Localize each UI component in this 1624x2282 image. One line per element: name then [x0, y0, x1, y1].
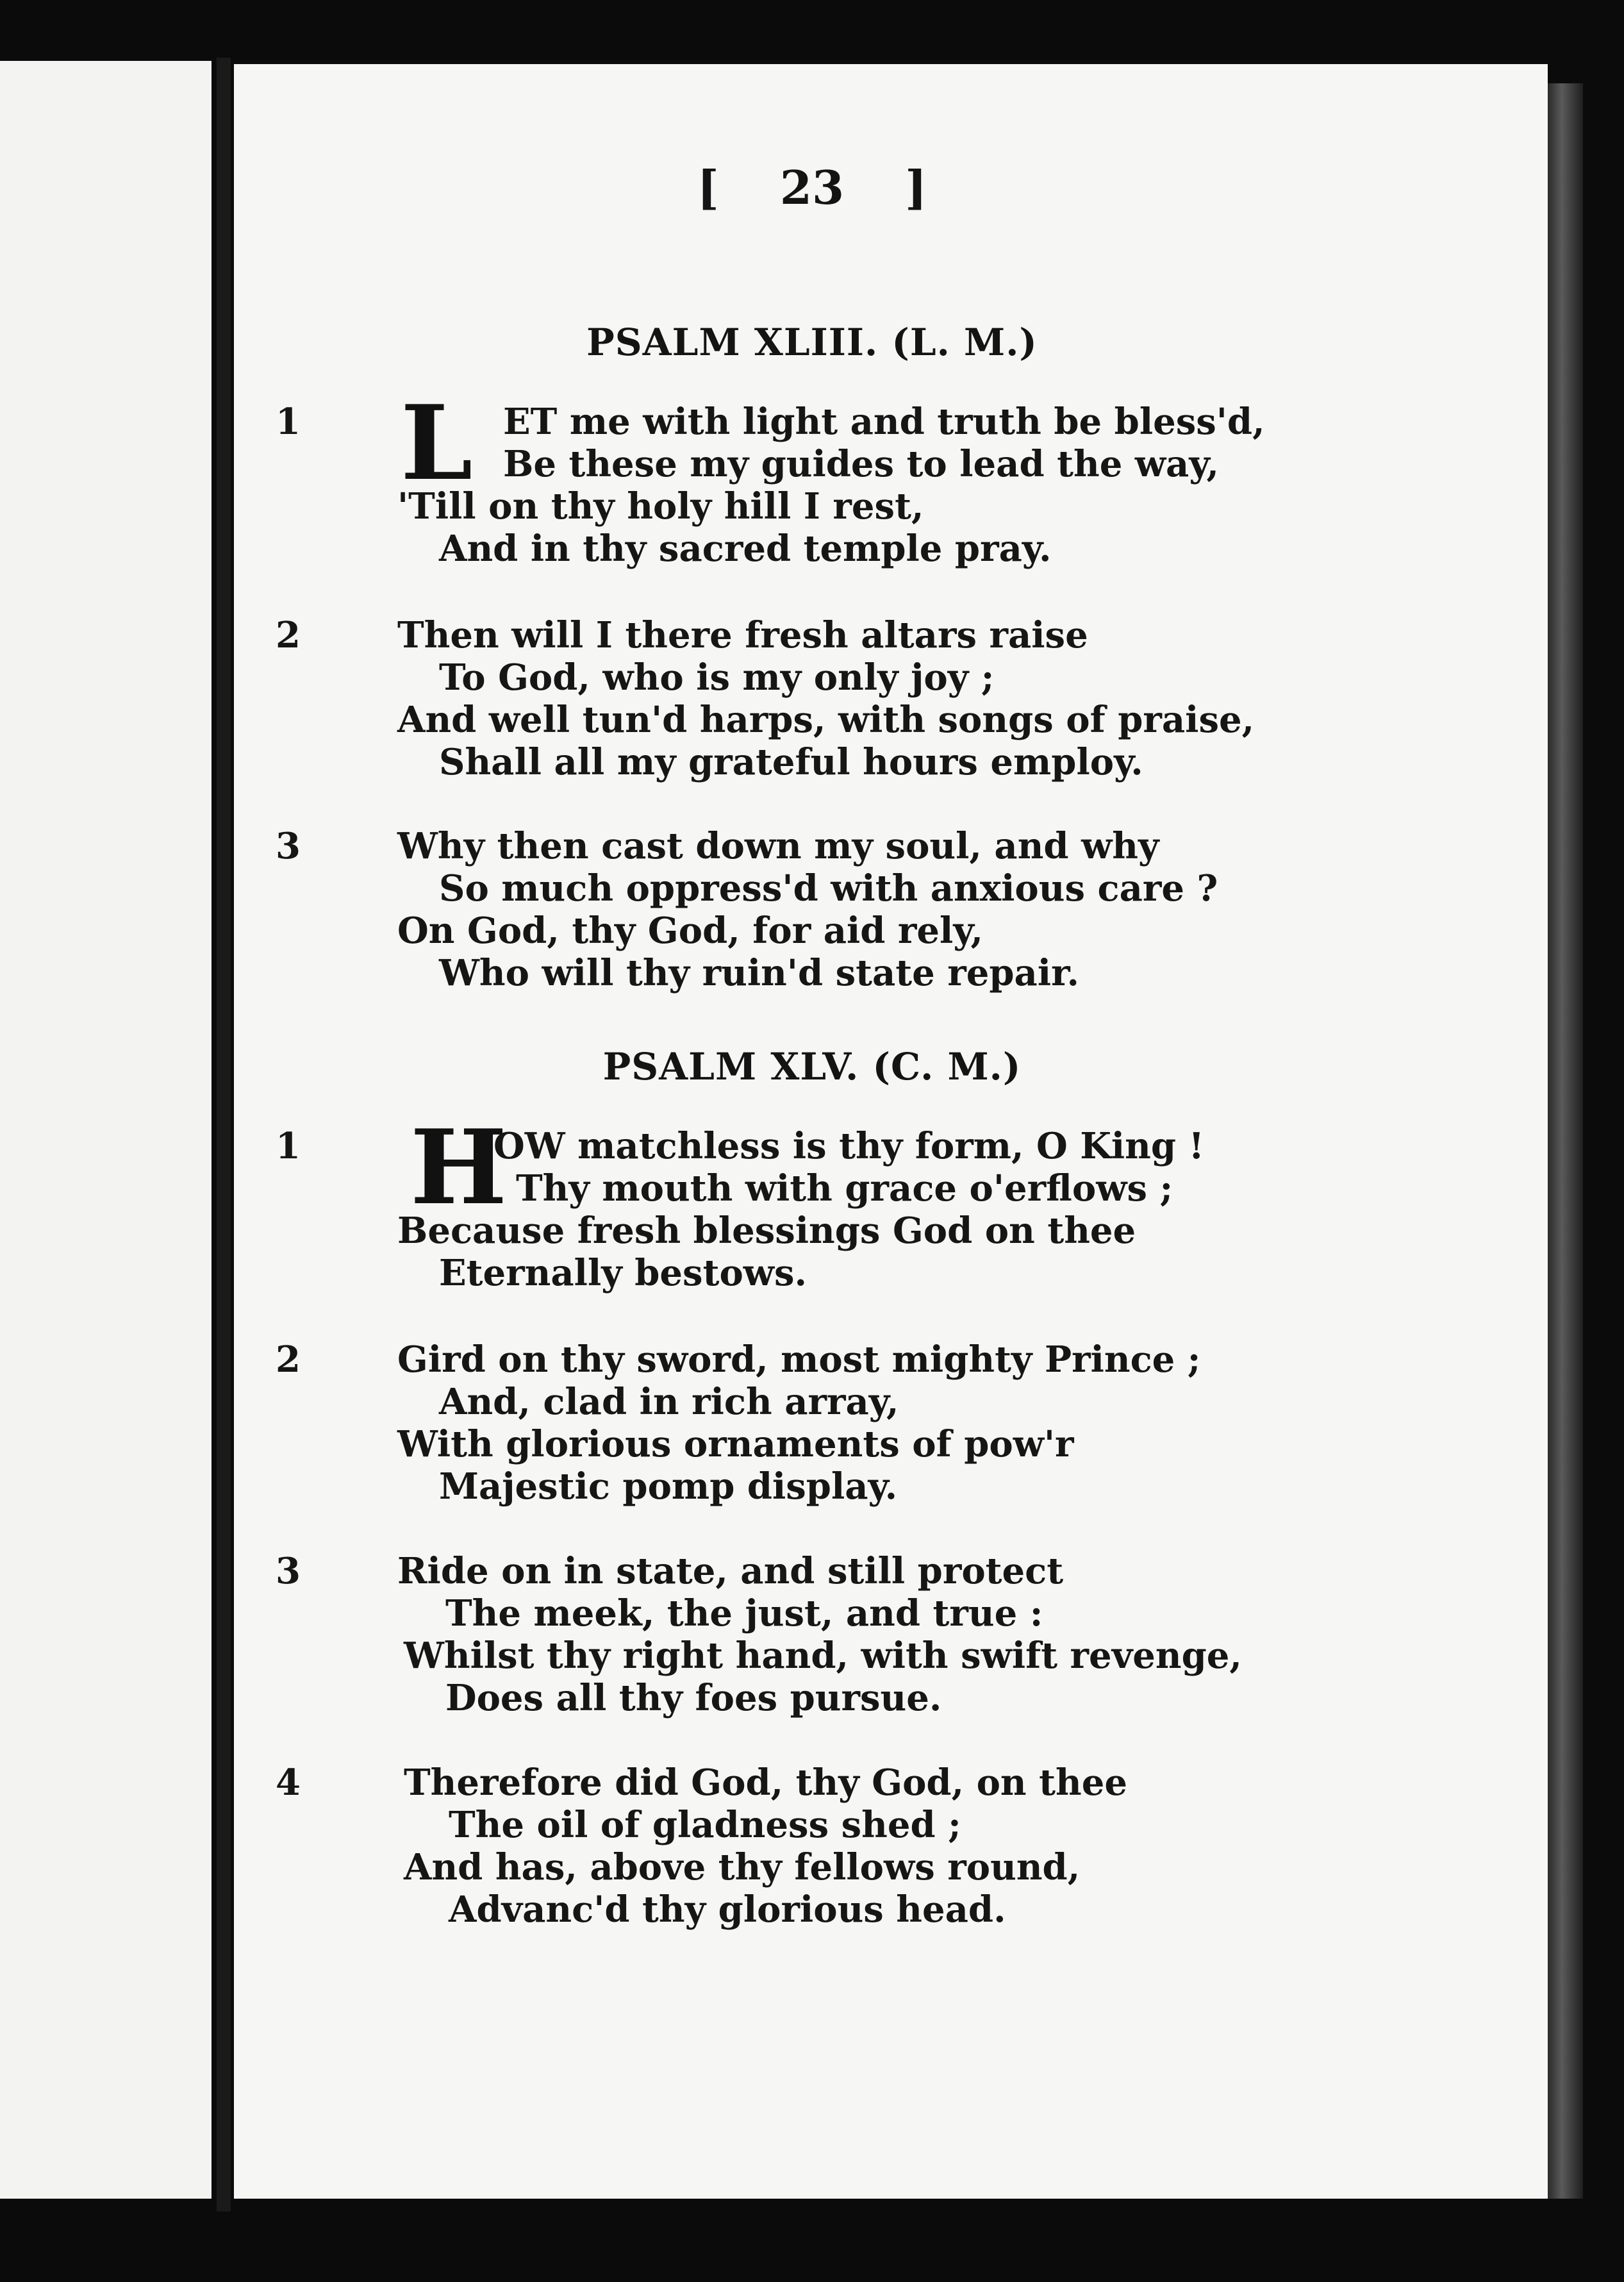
psalm-43-title: PSALM XLIII. (L. M.) — [586, 321, 1038, 364]
verse-line: And, clad in rich array, — [439, 1381, 899, 1423]
verse-line: Eternally bestows. — [439, 1252, 808, 1294]
verse-line: Who will thy ruin'd state repair. — [439, 952, 1079, 994]
verse-line: Gird on thy sword, most mighty Prince ; — [397, 1338, 1201, 1381]
psalm-45-stanza-3 — [276, 1550, 1320, 1719]
psalm-45-stanza-1 — [276, 1107, 1320, 1294]
page-header — [0, 160, 1624, 215]
verse-line: Advanc'd thy glorious head. — [449, 1888, 1006, 1931]
bracket-open: [ — [697, 160, 719, 215]
verse-line: Ride on in state, and still protect — [397, 1550, 1064, 1592]
facing-page — [0, 61, 211, 2199]
verse-line: Be these my guides to lead the way, — [503, 443, 1219, 485]
verse-line: Because fresh blessings God on thee — [397, 1210, 1136, 1252]
verse-line: Majestic pomp display. — [439, 1465, 898, 1508]
psalm-43-stanza-2 — [276, 614, 1320, 783]
verse-line: To God, who is my only joy ; — [439, 656, 995, 699]
verse-line: With glorious ornaments of pow'r — [397, 1423, 1074, 1465]
verse-number: 2 — [276, 1338, 301, 1381]
psalm-45-title: PSALM XLV. (C. M.) — [602, 1045, 1022, 1088]
verse-line: The meek, the just, and true : — [445, 1592, 1043, 1635]
verse-line: And has, above thy fellows round, — [404, 1846, 1081, 1888]
psalm-45-stanza-2 — [276, 1338, 1320, 1508]
verse-line: Shall all my grateful hours employ. — [439, 741, 1143, 783]
drop-cap: H — [410, 1107, 508, 1228]
verse-number: 3 — [276, 825, 301, 867]
verse-number: 3 — [276, 1550, 301, 1592]
verse-line: ET me with light and truth be bless'd, — [503, 401, 1265, 443]
verse-line: On God, thy God, for aid rely, — [397, 910, 983, 952]
verse-line: 'Till on thy holy hill I rest, — [397, 485, 924, 528]
page-edge — [1548, 83, 1583, 2199]
verse-line: Thy mouth with grace o'erflows ; — [516, 1167, 1173, 1210]
verse-number: 1 — [276, 1125, 301, 1167]
verse-line: Does all thy foes pursue. — [445, 1677, 942, 1719]
verse-line: OW matchless is thy form, O King ! — [493, 1125, 1205, 1167]
verse-number: 4 — [276, 1761, 301, 1804]
verse-line: Therefore did God, thy God, on thee — [404, 1761, 1127, 1804]
verse-number: 1 — [276, 401, 301, 443]
psalm-43-stanza-3 — [276, 825, 1320, 994]
psalm-43-stanza-1 — [276, 383, 1320, 570]
verse-number: 2 — [276, 614, 301, 656]
verse-line: And in thy sacred temple pray. — [439, 528, 1052, 570]
bracket-close: ] — [905, 160, 927, 215]
verse-line: Why then cast down my soul, and why — [397, 825, 1159, 867]
verse-line: And well tun'd harps, with songs of praise, — [397, 699, 1255, 741]
drop-cap: L — [401, 383, 473, 503]
verse-line: Then will I there fresh altars raise — [397, 614, 1088, 656]
verse-line: Whilst thy right hand, with swift revenge, — [404, 1635, 1242, 1677]
psalm-45-stanza-4 — [276, 1761, 1320, 1931]
verse-line: So much oppress'd with anxious care ? — [439, 867, 1218, 910]
page-number: 23 — [779, 160, 845, 215]
verse-line: The oil of gladness shed ; — [449, 1804, 961, 1846]
book-gutter — [217, 58, 231, 2211]
